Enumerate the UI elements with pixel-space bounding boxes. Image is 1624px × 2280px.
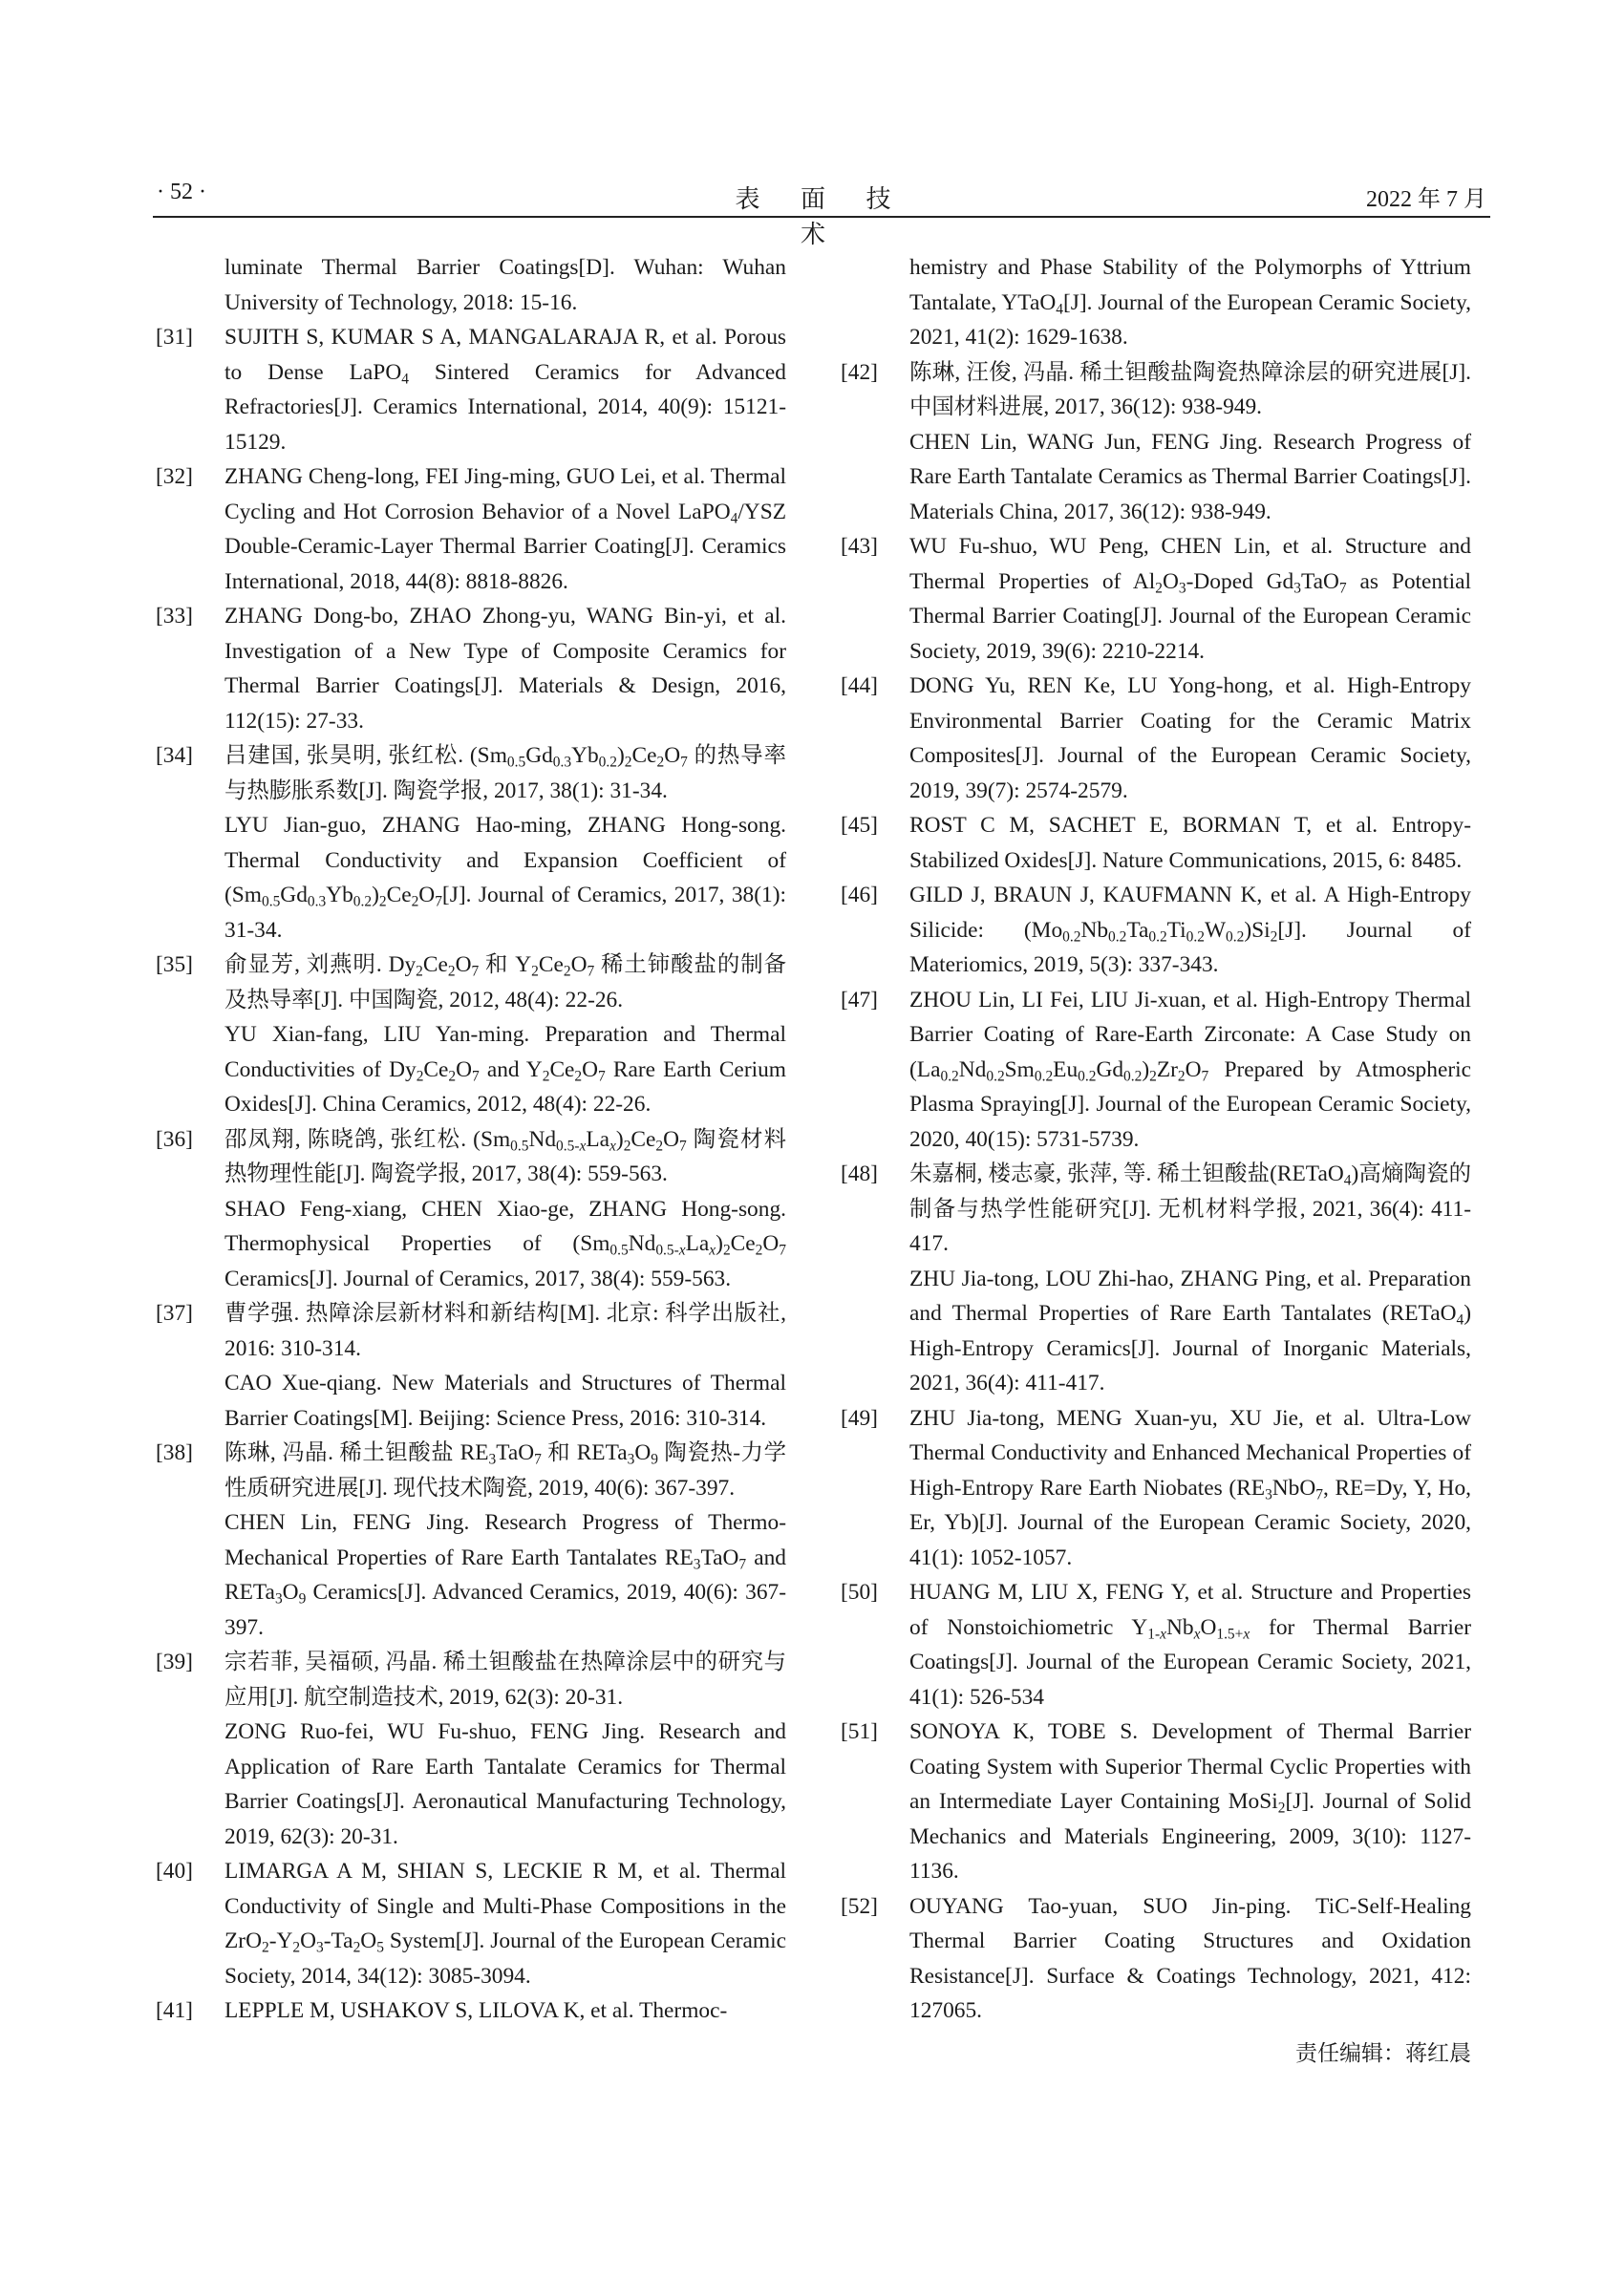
reference-entry — [841, 1575, 1471, 1715]
reference-number: [34] — [156, 743, 193, 768]
reference-number: [48] — [841, 1161, 878, 1186]
reference-entry — [841, 529, 1471, 669]
reference-text: ZHANG Cheng-long, FEI Jing-ming, GUO Lei, et al. Thermal Cycling and Hot Corrosion Behavior of a Novel LaPO$_4$/YSZ Double-Ceramic-Layer Thermal Barrier Coating[J]. Ceramics International, 2018, 44(8): 8818-8826. — [224, 464, 786, 594]
reference-number: [49] — [841, 1405, 878, 1431]
journal-title: 表 面 技 术 — [735, 185, 908, 248]
reference-entry — [841, 983, 1471, 1158]
reference-text: SONOYA K, TOBE S. Development of Thermal Barrier Coating System with Superior Thermal Cyclic Properties with an Intermediate Layer Containing MoSi$_2$[J]. Journal of Solid Mechanics and Materials Engineering, 2009, 3(10): 1127-1136. — [909, 1719, 1472, 1884]
reference-entry — [841, 1889, 1471, 2029]
reference-text: LYU Jian-guo, ZHANG Hao-ming, ZHANG Hong-song. Thermal Conductivity and Expansion Coefficient of $(Sm_{0.5}Gd_{0.3}Yb_{0.2})_2Ce_2O_7[J]$. Journal of Ceramics, 2017, 38(1): 31-34. — [224, 813, 786, 943]
reference-text: DONG Yu, REN Ke, LU Yong-hong, et al. High-Entropy Environmental Barrier Coating for the Ceramic Matrix Composites[J]. Journal of the European Ceramic Society, 2019, 39(7): 2574-2579. — [909, 673, 1471, 803]
reference-number: [43] — [841, 534, 878, 559]
reference-entry — [841, 1715, 1471, 1889]
issue-date: 2022 年 7 月 — [1366, 187, 1486, 212]
reference-text: YU Xian-fang, LIU Yan-ming. Preparation and Thermal Conductivities of $Dy_2Ce_2O_7$ and $Y_2Ce_2O_7$ Rare Earth Cerium Oxides[J]. China Ceramics, 2012, 48(4): 22-26. — [224, 1022, 786, 1117]
reference-text: 吕建国, 张昊明, 张红松. $(Sm_{0.5}Gd_{0.3}Yb_{0.2})_2Ce_2O_7$ 的热导率与热膨胀系数[J]. 陶瓷学报, 2017, 38(1): 31-34. — [224, 743, 786, 803]
reference-text: OUYANG Tao-yuan, SUO Jin-ping. TiC-Self-Healing Thermal Barrier Coating Structures and Oxidation Resistance[J]. Surface & Coatings Technology, 2021, 412: 127065. — [909, 1893, 1471, 2023]
page-number: · 52 · — [157, 180, 206, 204]
reference-number: [52] — [841, 1893, 878, 1919]
reference-text: HUANG M, LIU X, FENG Y, et al. Structure and Properties of Nonstoichiometric $Y_{1-x}Nb_xO_{1.5+x}$ for Thermal Barrier Coatings[J]. Journal of the European Ceramic Society, 2021, 41(1): 526-534 — [909, 1580, 1471, 1710]
reference-text: ZHU Jia-tong, MENG Xuan-yu, XU Jie, et al. Ultra-Low Thermal Conductivity and Enhanced Mechanical Properties of High-Entropy Rare Earth Niobates ($RE_3NbO_7$, RE=Dy, Y, Ho, Er, Yb)[J]. Journal of the European Ceramic Society, 2020, 41(1): 1052-1057. — [909, 1405, 1471, 1570]
reference-number: [39] — [156, 1650, 193, 1674]
reference-number: [46] — [841, 883, 878, 907]
reference-text: CHEN Lin, WANG Jun, FENG Jing. Research Progress of Rare Earth Tantalate Ceramics as Thermal Barrier Coatings[J]. Materials China, 2017, 36(12): 938-949. — [909, 429, 1471, 524]
reference-entry — [156, 1436, 786, 1645]
reference-text: SHAO Feng-xiang, CHEN Xiao-ge, ZHANG Hong-song. Thermophysical Properties of $(Sm_{0.5}Nd_{0.5-x}La_x)_2Ce_2O_7$ Ceramics[J]. Journal of Ceramics, 2017, 38(4): 559-563. — [224, 1196, 786, 1291]
reference-number: [31] — [156, 325, 193, 350]
reference-text: LIMARGA A M, SHIAN S, LECKIE R M, et al. Thermal Conductivity of Single and Multi-Phase Compositions in the $ZrO_2-Y_2O_3-Ta_2O_5$ System[J]. Journal of the European Ceramic Society, 2014, 34(12): 3085-3094. — [224, 1859, 786, 1989]
reference-number: [42] — [841, 359, 878, 385]
reference-entry — [841, 1157, 1471, 1401]
reference-number: [38] — [156, 1440, 193, 1465]
reference-text: WU Fu-shuo, WU Peng, CHEN Lin, et al. Structure and Thermal Properties of $Al_2O_3$-Doped $Gd_3TaO_7$ as Potential Thermal Barrier Coating[J]. Journal of the European Ceramic Society, 2019, 39(6): 2210-2214. — [909, 534, 1471, 664]
reference-number: [37] — [156, 1301, 193, 1326]
reference-entry — [156, 1993, 786, 2029]
reference-number: [47] — [841, 987, 878, 1012]
reference-continuation — [156, 250, 786, 320]
reference-number: [40] — [156, 1859, 193, 1884]
reference-text: 曹学强. 热障涂层新材料和新结构[M]. 北京: 科学出版社, 2016: 310-314. — [224, 1301, 786, 1361]
reference-text: hemistry and Phase Stability of the Polymorphs of Yttrium Tantalate, YTaO$_4$[J]. Journal of the European Ceramic Society, 2021, 41(2): 1629-1638. — [909, 255, 1471, 350]
reference-number: [50] — [841, 1580, 878, 1605]
reference-entry — [156, 599, 786, 738]
reference-number: [36] — [156, 1126, 193, 1152]
reference-entry — [156, 459, 786, 599]
responsible-editor: 责任编辑：蒋红晨 — [1295, 2040, 1471, 2066]
reference-number: [45] — [841, 813, 878, 838]
reference-text: SUJITH S, KUMAR S A, MANGALARAJA R, et al. Porous to Dense LaPO$_4$ Sintered Ceramics for Advanced Refractories[J]. Ceramics International, 2014, 40(9): 15121-15129. — [224, 325, 786, 455]
reference-number: [33] — [156, 604, 193, 629]
reference-text: CAO Xue-qiang. New Materials and Structures of Thermal Barrier Coatings[M]. Beijing: Science Press, 2016: 310-314. — [224, 1371, 786, 1431]
reference-text: 宗若菲, 吴福硕, 冯晶. 稀土钽酸盐在热障涂层中的研究与应用[J]. 航空制造技术, 2019, 62(3): 20-31. — [224, 1650, 786, 1710]
reference-text: ZHANG Dong-bo, ZHAO Zhong-yu, WANG Bin-yi, et al. Investigation of a New Type of Composite Ceramics for Thermal Barrier Coatings[J]. Materials & Design, 2016, 112(15): 27-33. — [224, 604, 786, 734]
reference-entry — [156, 1122, 786, 1297]
reference-entry — [156, 1296, 786, 1436]
reference-entry — [841, 878, 1471, 983]
reference-entry — [156, 948, 786, 1122]
reference-text: ROST C M, SACHET E, BORMAN T, et al. Entropy-Stabilized Oxides[J]. Nature Communications, 2015, 6: 8485. — [909, 813, 1471, 873]
reference-entry — [841, 355, 1471, 530]
reference-text: CHEN Lin, FENG Jing. Research Progress of Thermo-Mechanical Properties of Rare Earth Tantalates $RE_3TaO_7$ and $RETa_3O_9$ Ceramics[J]. Advanced Ceramics, 2019, 40(6): 367-397. — [224, 1510, 786, 1640]
reference-text: 朱嘉桐, 楼志豪, 张萍, 等. 稀土钽酸盐(RETaO$_4$)高熵陶瓷的制备与热学性能研究[J]. 无机材料学报, 2021, 36(4): 411-417. — [909, 1161, 1471, 1256]
left-column — [156, 250, 786, 2029]
reference-entry — [841, 808, 1471, 878]
running-header — [153, 178, 1490, 248]
reference-entry — [156, 320, 786, 459]
reference-number: [41] — [156, 1998, 193, 2023]
reference-number: [44] — [841, 673, 878, 698]
reference-text: GILD J, BRAUN J, KAUFMANN K, et al. A High-Entropy Silicide: $(Mo_{0.2}Nb_{0.2}Ta_{0.2}Ti_{0.2}W_{0.2})Si_2[J]$. Journal of Materiomics, 2019, 5(3): 337-343. — [909, 883, 1471, 977]
reference-text: luminate Thermal Barrier Coatings[D]. Wuhan: Wuhan University of Technology, 2018: 15-16. — [224, 255, 786, 315]
reference-entry — [156, 1645, 786, 1854]
reference-text: ZONG Ruo-fei, WU Fu-shuo, FENG Jing. Research and Application of Rare Earth Tantalate Ceramics for Thermal Barrier Coatings[J]. Aeronautical Manufacturing Technology, 2019, 62(3): 20-31. — [224, 1719, 786, 1849]
reference-number: [35] — [156, 952, 193, 977]
reference-text: 邵凤翔, 陈晓鸽, 张红松. $(Sm_{0.5}Nd_{0.5-x}La_x)_2Ce_2O_7$ 陶瓷材料热物理性能[J]. 陶瓷学报, 2017, 38(4): 559-563. — [224, 1126, 786, 1186]
reference-text: 俞显芳, 刘燕明. $Dy_2Ce_2O_7$ 和 $Y_2Ce_2O_7$ 稀土铈酸盐的制备及热导率[J]. 中国陶瓷, 2012, 48(4): 22-26. — [224, 952, 786, 1012]
reference-text: 陈琳, 汪俊, 冯晶. 稀土钽酸盐陶瓷热障涂层的研究进展[J]. 中国材料进展, 2017, 36(12): 938-949. — [909, 359, 1471, 419]
reference-continuation — [841, 250, 1471, 355]
reference-entry — [156, 1854, 786, 1993]
reference-text: LEPPLE M, USHAKOV S, LILOVA K, et al. Thermoc- — [224, 1998, 728, 2023]
reference-text: 陈琳, 冯晶. 稀土钽酸盐 $RE_3TaO_7$ 和 $RETa_3O_9$ 陶瓷热-力学性质研究进展[J]. 现代技术陶瓷, 2019, 40(6): 367-397. — [224, 1440, 786, 1501]
reference-number: [32] — [156, 464, 193, 489]
reference-entry — [841, 1401, 1471, 1576]
reference-number: [51] — [841, 1719, 878, 1744]
reference-entry — [156, 738, 786, 948]
right-column — [841, 250, 1471, 2071]
reference-text: ZHOU Lin, LI Fei, LIU Ji-xuan, et al. High-Entropy Thermal Barrier Coating of Rare-Earth Zirconate: A Case Study on $(La_{0.2}Nd_{0.2}Sm_{0.2}Eu_{0.2}Gd_{0.2})_2Zr_2O_7$ Prepared by Atmospheric Plasma Spraying[J]. Journal of the European Ceramic Society, 2020, 40(15): 5731-5739. — [909, 987, 1471, 1152]
reference-entry — [841, 669, 1471, 808]
reference-text: ZHU Jia-tong, LOU Zhi-hao, ZHANG Ping, et al. Preparation and Thermal Properties of Rare Earth Tantalates (RETaO$_4$) High-Entropy Ceramics[J]. Journal of Inorganic Materials, 2021, 36(4): 411-417. — [909, 1266, 1471, 1396]
